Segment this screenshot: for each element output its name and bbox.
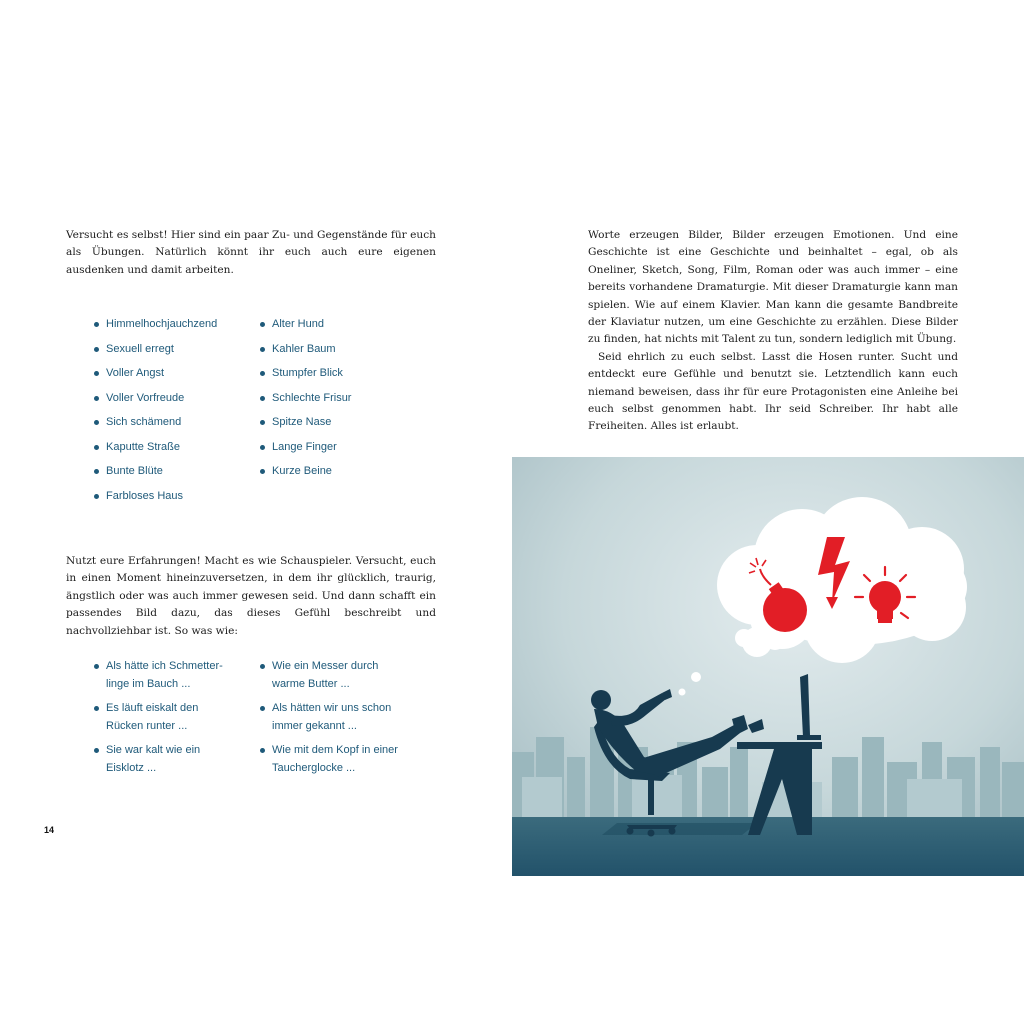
list-item: Sich schämend	[94, 413, 254, 431]
phrases-list-col2	[260, 657, 435, 783]
bullet	[94, 706, 99, 711]
bullet	[260, 322, 265, 327]
bullet	[94, 322, 99, 327]
list-item: Sexuell erregt	[94, 340, 254, 358]
left-second-paragraph	[66, 553, 436, 640]
list-item: Voller Vorfreude	[94, 389, 254, 407]
list-item: Lange Finger	[260, 438, 430, 456]
list-item: Spitze Nase	[260, 413, 430, 431]
list-item: Es läuft eiskalt den Rücken runter ...	[94, 699, 254, 735]
bullet	[94, 420, 99, 425]
bullet	[260, 748, 265, 753]
list-item: Farbloses Haus	[94, 487, 254, 505]
page-number: 14	[44, 825, 55, 835]
list-item: Schlechte Frisur	[260, 389, 430, 407]
bullet	[94, 748, 99, 753]
bullet	[260, 371, 265, 376]
left-intro-paragraph	[66, 227, 436, 279]
list-item: Voller Angst	[94, 364, 254, 382]
bullet	[260, 664, 265, 669]
bullet	[260, 469, 265, 474]
list-item: Kurze Beine	[260, 462, 430, 480]
right-text-block	[588, 227, 958, 436]
list-item: Stumpfer Blick	[260, 364, 430, 382]
list-item: Himmelhochjauchzend	[94, 315, 254, 333]
bullet	[94, 664, 99, 669]
paragraph-text: Worte erzeugen Bilder, Bilder erzeugen Emotionen. Und eine Geschichte ist eine Geschichte und beinhaltet – egal, ob als Oneliner, Sketch, Song, Film, Roman oder was auch immer – eine bereits vorhandene Dramaturgie. Mit dieser Dramaturgie kann man spielen. Wie auf einem Klavier. Man kann die gesamte Bandbreite der Klaviatur nutzen, um eine Geschichte zu erzählen. Diese Bilder zu finden, hat nichts mit Talent zu tun, sondern lediglich mit Übung.	[588, 229, 958, 346]
list-item: Bunte Blüte	[94, 462, 254, 480]
list-item: Kahler Baum	[260, 340, 430, 358]
list-item: Als hätten wir uns schon immer gekannt ...	[260, 699, 435, 735]
bullet	[260, 706, 265, 711]
bullet	[260, 347, 265, 352]
list-item: Wie ein Messer durch warme Butter ...	[260, 657, 435, 693]
list-item: Kaputte Straße	[94, 438, 254, 456]
bullet	[94, 494, 99, 499]
floor	[512, 817, 1024, 876]
bullet	[94, 469, 99, 474]
bullet	[260, 396, 265, 401]
paragraph-text: Seid ehrlich zu euch selbst. Lasst die Hosen runter. Sucht und entdeckt eure Gefühle und benutzt sie. Letztendlich kann euch niemand beweisen, dass ihr für eure Protagonisten eine Anleihe bei euch selbst genommen habt. Ihr seid Schreiber. Ihr habt alle Freiheiten. Alles ist erlaubt.	[588, 350, 958, 433]
list-item: Alter Hund	[260, 315, 430, 333]
bullet	[94, 445, 99, 450]
bullet	[260, 420, 265, 425]
bullet	[94, 371, 99, 376]
intro-text: Versucht es selbst! Hier sind ein paar Zu- und Gegenstände für euch als Übungen. Natürlich könnt ihr euch auch eure eigenen ausdenken und damit arbeiten.	[66, 229, 436, 276]
list-item: Als hätte ich Schmetter- linge im Bauch ...	[94, 657, 254, 693]
phrases-list-col1	[94, 657, 254, 783]
bullet	[94, 396, 99, 401]
businessman-daydreaming-illustration	[512, 457, 1024, 876]
emotions-list-col1	[94, 315, 254, 511]
list-item: Wie mit dem Kopf in einer Taucherglocke ...	[260, 741, 435, 777]
emotions-list-col2	[260, 315, 430, 487]
list-item: Sie war kalt wie ein Eisklotz ...	[94, 741, 254, 777]
paragraph-text: Nutzt eure Erfahrungen! Macht es wie Schauspieler. Versucht, euch in einen Moment hineinzuversetzen, in dem ihr glücklich, traurig, ängstlich oder was auch immer gewesen seid. Und dann schafft ein passendes Bild dazu, das dieses Gefühl beschreibt und nachvollziehbar ist. So was wie:	[66, 555, 436, 637]
bullet	[260, 445, 265, 450]
bullet	[94, 347, 99, 352]
